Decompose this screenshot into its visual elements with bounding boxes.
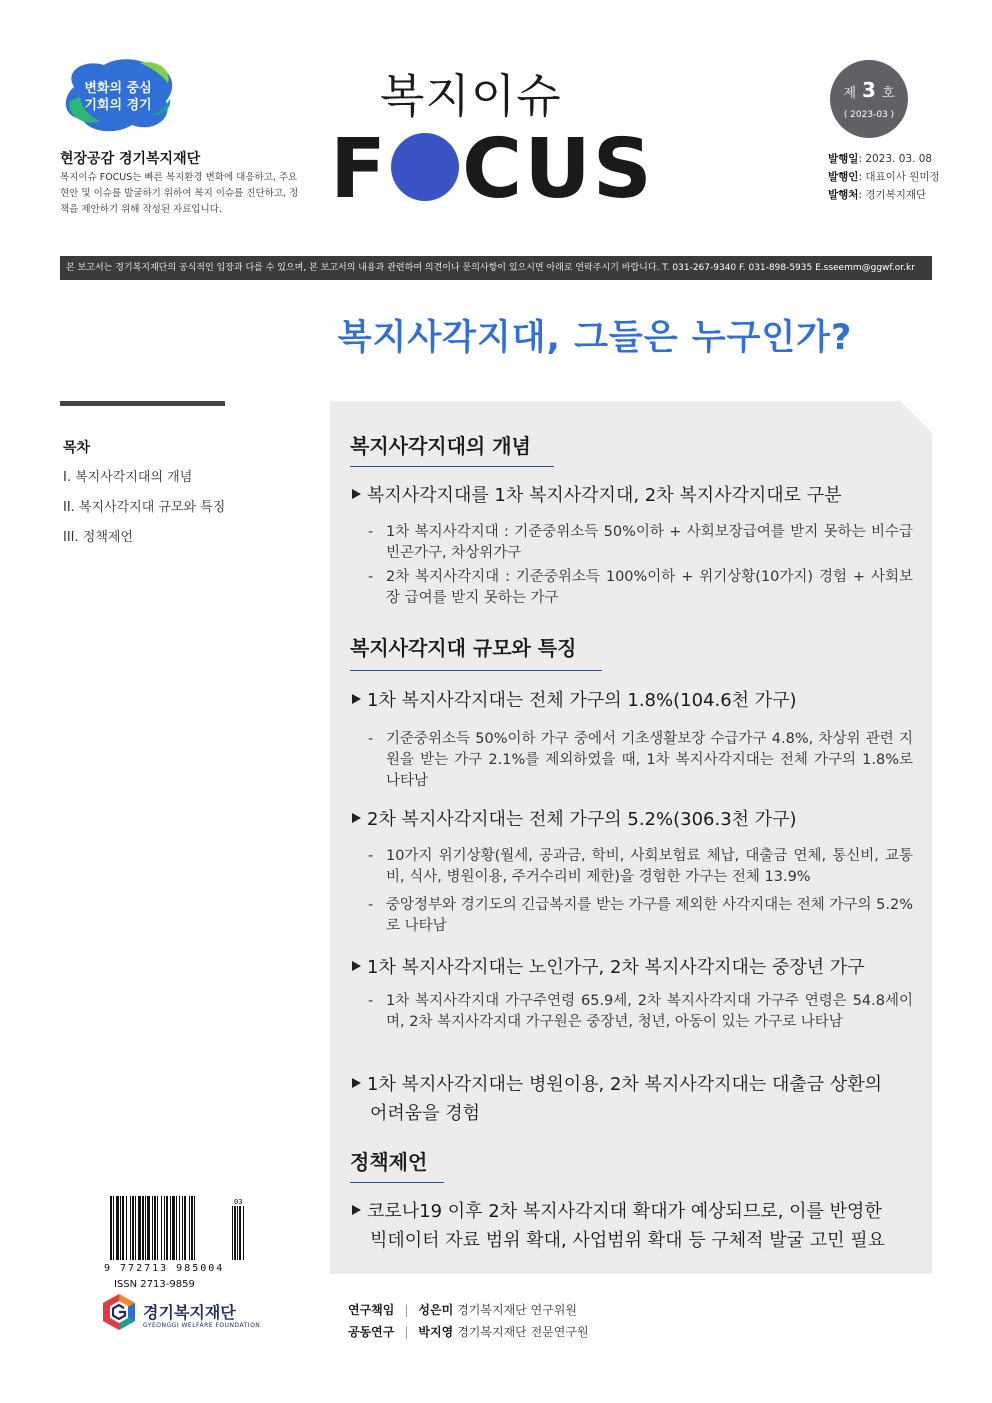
dash-bullet: -	[368, 524, 374, 540]
issue-number: 3	[862, 78, 876, 102]
co-role: 공동연구	[348, 1325, 395, 1339]
credit-separator: |	[404, 1303, 409, 1317]
bullet-text: 1차 복지사각지대는 병원이용, 2차 복지사각지대는 대출금 상환의	[367, 1074, 883, 1095]
slogan-text	[62, 80, 174, 114]
credits	[348, 1299, 589, 1343]
dash-bullet: -	[368, 848, 374, 864]
bullet-text: 2차 복지사각지대는 전체 가구의 5.2%(306.3천 가구)	[367, 809, 797, 830]
focus-o-circle-icon	[391, 133, 459, 201]
bullet-text: 코로나19 이후 2차 복지사각지대 확대가 예상되므로, 이를 반영한	[367, 1201, 882, 1222]
sub-text: 2차 복지사각지대 : 기준중위소득 100%이하 + 위기상황(10가지) 경험 + 사회보장 급여를 받지 못하는 가구	[386, 569, 913, 606]
section-title-policy: 정책제언	[350, 1150, 428, 1174]
bullet-item	[352, 1197, 885, 1255]
barcode-number: 9 772713 985004	[104, 1263, 225, 1274]
foundation-name: 경기복지재단	[143, 1303, 236, 1322]
sub-text: 1차 복지사각지대 가구주연령 65.9세, 2차 복지사각지대 가구주 연령은 54.8세이며, 2차 복지사각지대 가구원은 중장년, 청년, 아동이 있는 가구로 나타남	[386, 993, 913, 1030]
sub-text: 10가지 위기상황(월세, 공과금, 학비, 사회보험료 체납, 대출금 연체, 통신비, 교통비, 식사, 병원이용, 주거수리비 제한)을 경험한 가구는 전체 13.9%	[386, 848, 913, 885]
slogan-line1: 변화의 중심	[84, 81, 152, 96]
org-title: 현장공감 경기복지재단	[60, 151, 201, 167]
org-description: 복지이슈 FOCUS는 빠른 복지환경 변화에 대응하고, 주요현안 및 이슈를 발굴하기 위하여 복지 이슈를 진단하고, 정책을 제안하기 위해 작성된 자료입니다.	[60, 172, 299, 215]
section-title-scale: 복지사각지대 규모와 특징	[350, 636, 577, 660]
toc-title: 목차	[63, 440, 91, 456]
issue-prefix: 제	[843, 86, 857, 101]
section-underline	[350, 670, 602, 671]
foundation-logo-icon	[100, 1293, 138, 1331]
slogan-line2: 기회의 경기	[84, 98, 152, 113]
issuer-label: 발행처	[828, 189, 859, 201]
triangle-bullet-icon	[352, 1205, 361, 1215]
masthead-title-top: 복지이슈	[380, 69, 562, 123]
masthead-focus	[330, 122, 654, 217]
bullet-text: 복지사각지대를 1차 복지사각지대, 2차 복지사각지대로 구분	[367, 485, 842, 506]
isbn-barcode	[110, 1196, 250, 1268]
lead-role: 연구책임	[348, 1303, 395, 1317]
masthead-f: F	[330, 122, 389, 217]
publisher-label: 발행인	[828, 171, 859, 183]
pub-date-label: 발행일	[828, 153, 859, 165]
bullet-item	[352, 953, 865, 982]
sub-item	[368, 567, 913, 609]
co-name: 박지영	[418, 1325, 454, 1339]
sub-item	[368, 991, 913, 1033]
section-underline	[350, 466, 554, 467]
foundation-name-en: GYEONGGI WELFARE FOUNDATION	[143, 1322, 261, 1329]
triangle-bullet-icon	[352, 813, 361, 823]
triangle-bullet-icon	[352, 489, 361, 499]
toc-divider	[60, 401, 225, 406]
issn-number: ISSN 2713-9859	[114, 1279, 195, 1290]
dash-bullet: -	[368, 569, 374, 585]
bullet-item	[352, 1070, 882, 1128]
toc-item[interactable]: II. 복지사각지대 규모와 특징	[63, 500, 226, 515]
sub-text: 1차 복지사각지대 : 기준중위소득 50%이하 + 사회보장급여를 받지 못하는 비수급 빈곤가구, 차상위가구	[386, 524, 913, 561]
publication-info	[828, 150, 940, 204]
barcode-addon-code: 03	[234, 1198, 243, 1206]
toc-list	[63, 466, 225, 556]
lead-title: 경기복지재단 연구위원	[457, 1303, 577, 1317]
dash-bullet: -	[368, 993, 374, 1009]
bullet-item	[352, 686, 797, 715]
bullet-text-cont: 빅데이터 자료 범위 확대, 사업범위 확대 등 구체적 발굴 고민 필요	[370, 1230, 886, 1251]
bullet-item	[352, 481, 842, 510]
sub-text: 기준중위소득 50%이하 가구 중에서 기초생활보장 수급가구 4.8%, 차상위 관련 지원을 받는 가구 2.1%를 제외하였을 때, 1차 복지사각지대는 전체 가구의 1.8%로 나타남	[386, 731, 913, 789]
bullet-text: 1차 복지사각지대는 노인가구, 2차 복지사각지대는 중장년 가구	[367, 957, 865, 978]
issue-suffix: 호	[881, 86, 895, 101]
sub-item	[368, 846, 913, 888]
pub-date-value: : 2023. 03. 08	[858, 153, 933, 165]
co-title: 경기복지재단 전문연구원	[457, 1325, 589, 1339]
dash-bullet: -	[368, 731, 374, 747]
credit-separator: |	[404, 1325, 409, 1339]
triangle-bullet-icon	[352, 694, 361, 704]
bullet-text: 1차 복지사각지대는 전체 가구의 1.8%(104.6천 가구)	[367, 690, 797, 711]
bullet-item	[352, 805, 797, 834]
sub-item	[368, 522, 913, 564]
lead-name: 성은미	[418, 1303, 454, 1317]
sub-item	[368, 729, 913, 792]
sub-item	[368, 895, 913, 937]
section-underline	[350, 1182, 444, 1183]
triangle-bullet-icon	[352, 1078, 361, 1088]
masthead-rest: CUS	[462, 122, 654, 217]
bullet-text-cont: 어려움을 경험	[370, 1103, 481, 1124]
toc-item[interactable]: I. 복지사각지대의 개념	[63, 470, 193, 485]
section-title-concept: 복지사각지대의 개념	[350, 434, 531, 458]
publisher-value: : 대표이사 원미정	[858, 171, 940, 183]
issue-badge	[830, 60, 908, 138]
toc-item[interactable]: III. 정책제언	[63, 530, 133, 545]
issue-date: ( 2023-03 )	[843, 110, 895, 120]
dash-bullet: -	[368, 897, 374, 913]
notice-bar: 본 보고서는 경기복지재단의 공식적인 입장과 다를 수 있으며, 본 보고서의 내용과 관련하여 의견이나 문의사항이 있으시면 아래로 연락주시기 바랍니다. T. 031-267-9340 F. 031-898-5935 E.sseemm@ggwf.or.kr	[60, 256, 932, 280]
issuer-value: : 경기복지재단	[858, 189, 927, 201]
triangle-bullet-icon	[352, 961, 361, 971]
main-title: 복지사각지대, 그들은 누구인가?	[337, 318, 853, 358]
sub-text: 중앙정부와 경기도의 긴급복지를 받는 가구를 제외한 사각지대는 전체 가구의 5.2%로 나타남	[386, 897, 913, 934]
